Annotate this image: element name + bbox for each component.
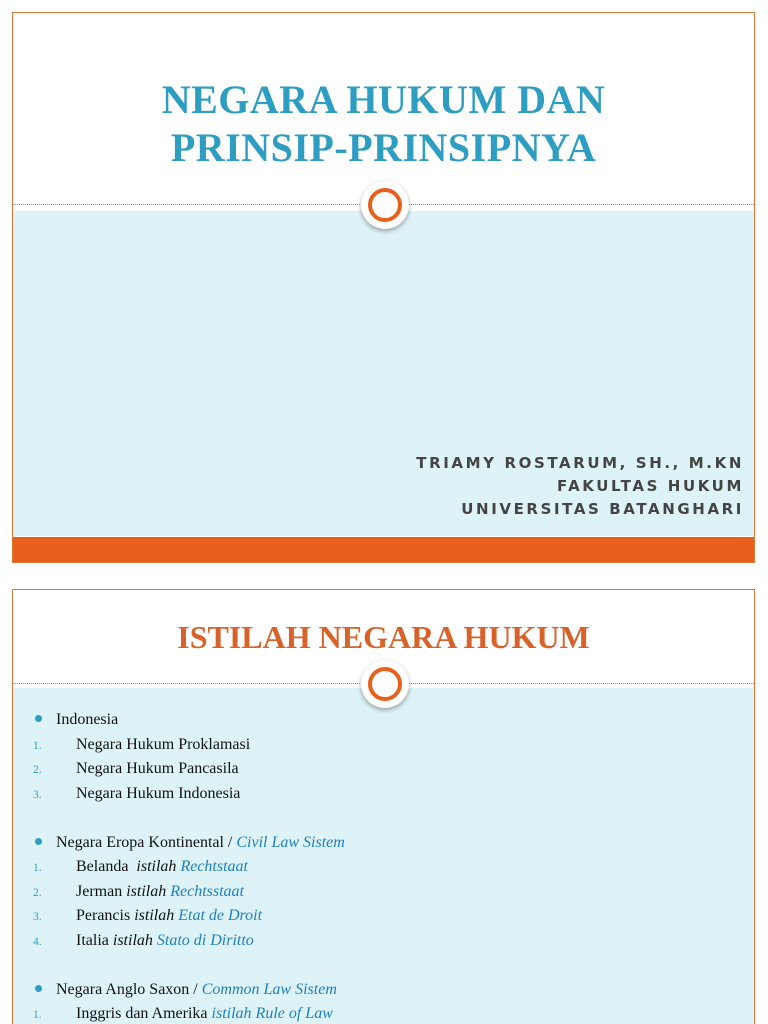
author-info	[416, 452, 744, 521]
content-slide	[12, 589, 755, 1024]
list-item: 4. Italia istilah Stato di Diritto	[33, 931, 254, 949]
university-name: UNIVERSITAS BATANGHARI	[461, 500, 744, 518]
list-item: 1. Belanda istilah Rechtstaat	[33, 858, 248, 875]
title-slide	[12, 12, 755, 563]
ring-ornament-icon	[361, 181, 409, 229]
list-item: 2. Jerman istilah Rechtsstaat	[33, 882, 244, 900]
presentation-title	[13, 13, 754, 172]
list-item: 2. Negara Hukum Pancasila	[33, 760, 239, 777]
title-area	[13, 13, 754, 205]
slide-title: ISTILAH NEGARA HUKUM	[177, 619, 590, 655]
ring-ornament-icon	[361, 660, 409, 708]
term-list	[33, 708, 733, 1024]
list-heading: Indonesia	[33, 708, 733, 733]
list-item: 3. Negara Hukum Indonesia	[33, 784, 241, 802]
list-item: 1. Inggris dan Amerika istilah Rule of Law	[33, 1005, 333, 1022]
title-line-2: PRINSIP-PRINSIPNYA	[170, 125, 597, 170]
author-name: TRIAMY ROSTARUM, SH., M.KN	[416, 454, 744, 472]
list-heading: Negara Eropa Kontinental / Civil Law Sistem	[33, 831, 733, 856]
list-item: 3. Perancis istilah Etat de Droit	[33, 907, 263, 924]
bullet-icon	[35, 985, 42, 992]
list-heading: Negara Anglo Saxon / Common Law Sistem	[33, 978, 733, 1003]
list-item: 1. Negara Hukum Proklamasi	[33, 735, 251, 753]
faculty-name: FAKULTAS HUKUM	[556, 477, 744, 495]
footer-accent-bar	[13, 537, 754, 563]
bullet-icon	[35, 838, 42, 845]
title-line-1: NEGARA HUKUM DAN	[161, 77, 606, 122]
bullet-icon	[35, 715, 42, 722]
